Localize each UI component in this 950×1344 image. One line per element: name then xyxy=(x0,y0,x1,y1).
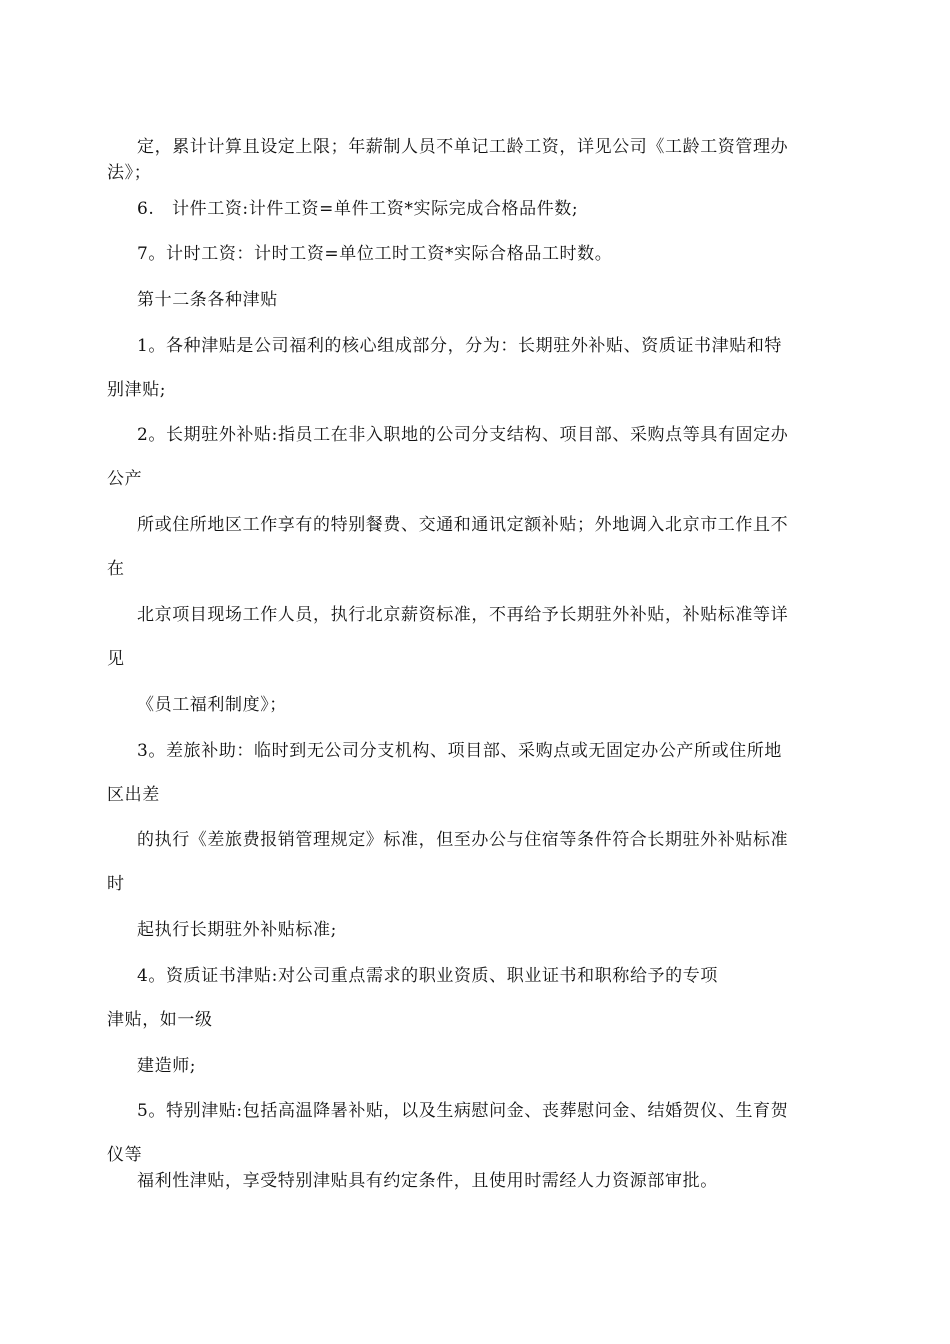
section-heading: 第十二条各种津贴 xyxy=(137,290,278,310)
text-line: 6. 计件工资:计件工资=单件工资*实际完成合格品件数; xyxy=(137,199,579,219)
text-line: 津贴，如一级 xyxy=(107,1010,213,1030)
text-line: 建造师; xyxy=(137,1056,197,1076)
text-line: 的执行《差旅费报销管理规定》标准，但至办公与住宿等条件符合长期驻外补贴标准 xyxy=(137,830,789,850)
text-line: 定，累计计算且设定上限；年薪制人员不单记工龄工资，详见公司《工龄工资管理办 xyxy=(137,137,789,157)
text-line: 北京项目现场工作人员，执行北京薪资标准，不再给予长期驻外补贴，补贴标准等详 xyxy=(137,605,789,625)
text-line: 法》； xyxy=(107,163,152,183)
text-line: 2。长期驻外补贴:指员工在非入职地的公司分支结构、项目部、采购点等具有固定办 xyxy=(137,425,789,445)
text-line: 3。差旅补助：临时到无公司分支机构、项目部、采购点或无固定办公产所或住所地 xyxy=(137,741,783,761)
text-line: 公产 xyxy=(107,469,143,489)
text-line: 在 xyxy=(107,559,125,579)
text-line: 1。各种津贴是公司福利的核心组成部分，分为：长期驻外补贴、资质证书津贴和特 xyxy=(137,336,783,356)
text-line: 所或住所地区工作享有的特别餐费、交通和通讯定额补贴；外地调入北京市工作且不 xyxy=(137,515,789,535)
text-line: 7。计时工资：计时工资=单位工时工资*实际合格品工时数。 xyxy=(137,244,613,264)
text-line: 5。特别津贴:包括高温降暑补贴，以及生病慰问金、丧葬慰问金、结婚贺仪、生育贺 xyxy=(137,1101,789,1121)
text-line: 时 xyxy=(107,874,125,894)
text-line: 4。资质证书津贴:对公司重点需求的职业资质、职业证书和职称给予的专项 xyxy=(137,966,718,986)
text-line: 福利性津贴，享受特别津贴具有约定条件，且使用时需经人力资源部审批。 xyxy=(137,1171,718,1191)
text-line: 区出差 xyxy=(107,785,160,805)
text-line: 仪等 xyxy=(107,1145,143,1165)
text-line: 起执行长期驻外补贴标准; xyxy=(137,920,337,940)
text-line: 《员工福利制度》； xyxy=(137,695,287,715)
text-line: 别津贴; xyxy=(107,380,167,400)
text-line: 见 xyxy=(107,649,125,669)
